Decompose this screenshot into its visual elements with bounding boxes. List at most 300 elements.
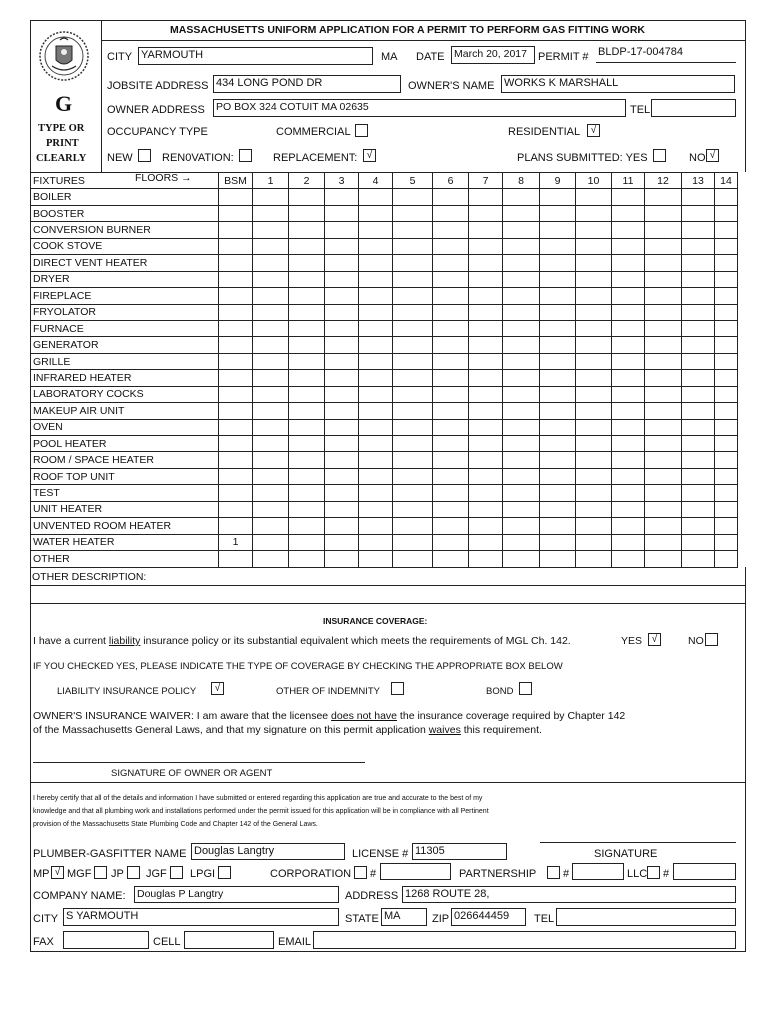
fixture-count-cell[interactable] — [576, 403, 612, 419]
fixture-count-cell[interactable] — [576, 468, 612, 484]
mgf-checkbox[interactable] — [94, 866, 107, 879]
fixture-count-cell[interactable] — [253, 419, 289, 435]
fixture-count-cell[interactable] — [645, 238, 682, 254]
fixture-count-cell[interactable]: 1 — [219, 534, 253, 550]
fixture-count-cell[interactable] — [469, 452, 503, 468]
fixture-count-cell[interactable] — [576, 222, 612, 238]
fixture-count-cell[interactable] — [359, 534, 393, 550]
fixture-count-cell[interactable] — [393, 436, 433, 452]
fixture-count-cell[interactable] — [469, 238, 503, 254]
fixture-count-cell[interactable] — [469, 386, 503, 402]
fixture-count-cell[interactable] — [612, 468, 645, 484]
fixture-count-cell[interactable] — [540, 468, 576, 484]
fixture-count-cell[interactable] — [253, 501, 289, 517]
fixture-count-cell[interactable] — [576, 205, 612, 221]
fixture-count-cell[interactable] — [359, 485, 393, 501]
fixture-count-cell[interactable] — [359, 436, 393, 452]
fixture-count-cell[interactable] — [325, 403, 359, 419]
fixture-count-cell[interactable] — [715, 370, 738, 386]
fixture-count-cell[interactable] — [645, 518, 682, 534]
fixture-count-cell[interactable] — [253, 551, 289, 567]
fixture-count-cell[interactable] — [289, 337, 325, 353]
fixture-count-cell[interactable] — [469, 353, 503, 369]
fixture-count-cell[interactable] — [325, 452, 359, 468]
fixture-count-cell[interactable] — [715, 320, 738, 336]
fixture-count-cell[interactable] — [393, 255, 433, 271]
fixture-count-cell[interactable] — [540, 255, 576, 271]
fixture-count-cell[interactable] — [219, 304, 253, 320]
fixture-count-cell[interactable] — [645, 551, 682, 567]
indemnity-checkbox[interactable] — [391, 682, 404, 695]
fixture-count-cell[interactable] — [645, 468, 682, 484]
fixture-count-cell[interactable] — [645, 353, 682, 369]
fixture-count-cell[interactable] — [253, 255, 289, 271]
fixture-count-cell[interactable] — [503, 436, 540, 452]
fixture-count-cell[interactable] — [576, 419, 612, 435]
fixture-count-cell[interactable] — [540, 534, 576, 550]
fixture-count-cell[interactable] — [253, 205, 289, 221]
fixture-count-cell[interactable] — [682, 518, 715, 534]
fixture-count-cell[interactable] — [645, 288, 682, 304]
fax-field[interactable] — [63, 931, 149, 949]
jp-checkbox[interactable] — [127, 866, 140, 879]
city-field[interactable]: YARMOUTH — [138, 47, 373, 65]
date-field[interactable]: March 20, 2017 — [451, 46, 535, 64]
fixture-count-cell[interactable] — [715, 189, 738, 205]
fixture-count-cell[interactable] — [645, 337, 682, 353]
fixture-count-cell[interactable] — [433, 551, 469, 567]
fixture-count-cell[interactable] — [393, 337, 433, 353]
fixture-count-cell[interactable] — [682, 386, 715, 402]
fixture-count-cell[interactable] — [289, 551, 325, 567]
fixture-count-cell[interactable] — [359, 337, 393, 353]
fixture-count-cell[interactable] — [540, 419, 576, 435]
fixture-count-cell[interactable] — [503, 222, 540, 238]
fixture-count-cell[interactable] — [645, 501, 682, 517]
fixture-count-cell[interactable] — [503, 386, 540, 402]
fixture-count-cell[interactable] — [612, 436, 645, 452]
fixture-count-cell[interactable] — [289, 468, 325, 484]
fixture-count-cell[interactable] — [612, 370, 645, 386]
fixture-count-cell[interactable] — [469, 255, 503, 271]
fixture-count-cell[interactable] — [253, 337, 289, 353]
fixture-count-cell[interactable] — [289, 518, 325, 534]
company-zip-field[interactable]: 026644459 — [451, 908, 526, 926]
fixture-count-cell[interactable] — [576, 518, 612, 534]
fixture-count-cell[interactable] — [393, 238, 433, 254]
fixture-count-cell[interactable] — [612, 551, 645, 567]
fixture-count-cell[interactable] — [289, 370, 325, 386]
fixture-count-cell[interactable] — [289, 386, 325, 402]
fixture-count-cell[interactable] — [289, 485, 325, 501]
other-description-field[interactable] — [30, 586, 746, 604]
fixture-count-cell[interactable] — [289, 353, 325, 369]
fixture-count-cell[interactable] — [433, 238, 469, 254]
fixture-count-cell[interactable] — [469, 189, 503, 205]
fixture-count-cell[interactable] — [289, 304, 325, 320]
fixture-count-cell[interactable] — [253, 452, 289, 468]
fixture-count-cell[interactable] — [325, 436, 359, 452]
fixture-count-cell[interactable] — [682, 452, 715, 468]
fixture-count-cell[interactable] — [682, 205, 715, 221]
fixture-count-cell[interactable] — [289, 403, 325, 419]
fixture-count-cell[interactable] — [576, 271, 612, 287]
fixture-count-cell[interactable] — [219, 353, 253, 369]
fixture-count-cell[interactable] — [645, 304, 682, 320]
fixture-count-cell[interactable] — [576, 551, 612, 567]
fixture-count-cell[interactable] — [503, 468, 540, 484]
fixture-count-cell[interactable] — [612, 271, 645, 287]
fixture-count-cell[interactable] — [359, 255, 393, 271]
fixture-count-cell[interactable] — [393, 222, 433, 238]
fixture-count-cell[interactable] — [393, 370, 433, 386]
liability-policy-checkbox[interactable]: √ — [211, 682, 224, 695]
fixture-count-cell[interactable] — [645, 205, 682, 221]
fixture-count-cell[interactable] — [540, 386, 576, 402]
fixture-count-cell[interactable] — [682, 436, 715, 452]
fixture-count-cell[interactable] — [540, 238, 576, 254]
fixture-count-cell[interactable] — [433, 271, 469, 287]
fixture-count-cell[interactable] — [325, 518, 359, 534]
plans-yes-checkbox[interactable] — [653, 149, 666, 162]
fixture-count-cell[interactable] — [219, 485, 253, 501]
fixture-count-cell[interactable] — [325, 288, 359, 304]
fixture-count-cell[interactable] — [289, 189, 325, 205]
fixture-count-cell[interactable] — [540, 518, 576, 534]
fixture-count-cell[interactable] — [469, 288, 503, 304]
fixture-count-cell[interactable] — [253, 370, 289, 386]
fixture-count-cell[interactable] — [715, 271, 738, 287]
fixture-count-cell[interactable] — [715, 222, 738, 238]
fixture-count-cell[interactable] — [503, 419, 540, 435]
fixture-count-cell[interactable] — [540, 370, 576, 386]
fixture-count-cell[interactable] — [219, 370, 253, 386]
renovation-checkbox[interactable] — [239, 149, 252, 162]
fixture-count-cell[interactable] — [645, 189, 682, 205]
fixture-count-cell[interactable] — [576, 238, 612, 254]
license-field[interactable]: 11305 — [412, 843, 507, 860]
fixture-count-cell[interactable] — [612, 288, 645, 304]
fixture-count-cell[interactable] — [469, 205, 503, 221]
fixture-count-cell[interactable] — [503, 304, 540, 320]
fixture-count-cell[interactable] — [540, 403, 576, 419]
fixture-count-cell[interactable] — [219, 551, 253, 567]
fixture-count-cell[interactable] — [433, 468, 469, 484]
fixture-count-cell[interactable] — [715, 485, 738, 501]
jobsite-field[interactable]: 434 LONG POND DR — [213, 75, 401, 93]
corporation-number-field[interactable] — [380, 863, 451, 880]
fixture-count-cell[interactable] — [219, 337, 253, 353]
fixture-count-cell[interactable] — [540, 501, 576, 517]
fixture-count-cell[interactable] — [433, 386, 469, 402]
fixture-count-cell[interactable] — [433, 353, 469, 369]
fixture-count-cell[interactable] — [469, 436, 503, 452]
fixture-count-cell[interactable] — [393, 205, 433, 221]
fixture-count-cell[interactable] — [359, 353, 393, 369]
fixture-count-cell[interactable] — [612, 419, 645, 435]
fixture-count-cell[interactable] — [503, 205, 540, 221]
fixture-count-cell[interactable] — [253, 534, 289, 550]
fixture-count-cell[interactable] — [433, 436, 469, 452]
fixture-count-cell[interactable] — [433, 501, 469, 517]
corporation-checkbox[interactable] — [354, 866, 367, 879]
fixture-count-cell[interactable] — [503, 518, 540, 534]
email-field[interactable] — [313, 931, 736, 949]
fixture-count-cell[interactable] — [433, 452, 469, 468]
fixture-count-cell[interactable] — [289, 452, 325, 468]
fixture-count-cell[interactable] — [393, 468, 433, 484]
fixture-count-cell[interactable] — [325, 271, 359, 287]
fixture-count-cell[interactable] — [612, 337, 645, 353]
fixture-count-cell[interactable] — [219, 320, 253, 336]
fixture-count-cell[interactable] — [325, 534, 359, 550]
fixture-count-cell[interactable] — [469, 370, 503, 386]
fixture-count-cell[interactable] — [253, 320, 289, 336]
fixture-count-cell[interactable] — [540, 436, 576, 452]
fixture-count-cell[interactable] — [645, 534, 682, 550]
fixture-count-cell[interactable] — [682, 534, 715, 550]
fixture-count-cell[interactable] — [540, 337, 576, 353]
fixture-count-cell[interactable] — [219, 452, 253, 468]
fixture-count-cell[interactable] — [612, 238, 645, 254]
fixture-count-cell[interactable] — [576, 320, 612, 336]
fixture-count-cell[interactable] — [359, 501, 393, 517]
fixture-count-cell[interactable] — [682, 337, 715, 353]
fixture-count-cell[interactable] — [682, 271, 715, 287]
fixture-count-cell[interactable] — [359, 304, 393, 320]
fixture-count-cell[interactable] — [469, 534, 503, 550]
fixture-count-cell[interactable] — [325, 304, 359, 320]
fixture-count-cell[interactable] — [576, 189, 612, 205]
fixture-count-cell[interactable] — [433, 403, 469, 419]
fixture-count-cell[interactable] — [645, 222, 682, 238]
residential-checkbox[interactable]: √ — [587, 124, 600, 137]
fixture-count-cell[interactable] — [219, 189, 253, 205]
fixture-count-cell[interactable] — [645, 370, 682, 386]
fixture-count-cell[interactable] — [645, 403, 682, 419]
fixture-count-cell[interactable] — [433, 288, 469, 304]
fixture-count-cell[interactable] — [645, 452, 682, 468]
fixture-count-cell[interactable] — [393, 485, 433, 501]
fixture-count-cell[interactable] — [715, 255, 738, 271]
fixture-count-cell[interactable] — [540, 452, 576, 468]
fixture-count-cell[interactable] — [325, 501, 359, 517]
company-city-field[interactable]: S YARMOUTH — [63, 908, 339, 926]
fixture-count-cell[interactable] — [715, 468, 738, 484]
lpgi-checkbox[interactable] — [218, 866, 231, 879]
fixture-count-cell[interactable] — [576, 452, 612, 468]
fixture-count-cell[interactable] — [393, 288, 433, 304]
fixture-count-cell[interactable] — [289, 534, 325, 550]
fixture-count-cell[interactable] — [289, 436, 325, 452]
fixture-count-cell[interactable] — [253, 271, 289, 287]
fixture-count-cell[interactable] — [469, 271, 503, 287]
fixture-count-cell[interactable] — [393, 386, 433, 402]
fixture-count-cell[interactable] — [715, 501, 738, 517]
owner-tel-field[interactable] — [651, 99, 736, 117]
fixture-count-cell[interactable] — [715, 205, 738, 221]
llc-checkbox[interactable] — [647, 866, 660, 879]
fixture-count-cell[interactable] — [433, 205, 469, 221]
fixture-count-cell[interactable] — [469, 551, 503, 567]
fixture-count-cell[interactable] — [645, 386, 682, 402]
fixture-count-cell[interactable] — [715, 403, 738, 419]
fixture-count-cell[interactable] — [359, 551, 393, 567]
fixture-count-cell[interactable] — [715, 534, 738, 550]
fixture-count-cell[interactable] — [612, 255, 645, 271]
owner-address-field[interactable]: PO BOX 324 COTUIT MA 02635 — [213, 99, 626, 117]
fixture-count-cell[interactable] — [469, 222, 503, 238]
fixture-count-cell[interactable] — [682, 222, 715, 238]
owner-name-field[interactable]: WORKS K MARSHALL — [501, 75, 735, 93]
fixture-count-cell[interactable] — [325, 386, 359, 402]
fixture-count-cell[interactable] — [433, 534, 469, 550]
fixture-count-cell[interactable] — [359, 189, 393, 205]
fixture-count-cell[interactable] — [576, 304, 612, 320]
fixture-count-cell[interactable] — [715, 238, 738, 254]
owner-signature-line[interactable] — [33, 762, 365, 763]
fixture-count-cell[interactable] — [325, 485, 359, 501]
fixture-count-cell[interactable] — [289, 222, 325, 238]
fixture-count-cell[interactable] — [682, 304, 715, 320]
fixture-count-cell[interactable] — [325, 222, 359, 238]
fixture-count-cell[interactable] — [289, 501, 325, 517]
fixture-count-cell[interactable] — [359, 419, 393, 435]
fixture-count-cell[interactable] — [682, 353, 715, 369]
fixture-count-cell[interactable] — [393, 551, 433, 567]
fixture-count-cell[interactable] — [612, 189, 645, 205]
fixture-count-cell[interactable] — [503, 534, 540, 550]
fixture-count-cell[interactable] — [393, 518, 433, 534]
fixture-count-cell[interactable] — [645, 255, 682, 271]
fixture-count-cell[interactable] — [393, 452, 433, 468]
fixture-count-cell[interactable] — [612, 353, 645, 369]
fixture-count-cell[interactable] — [253, 222, 289, 238]
fixture-count-cell[interactable] — [682, 238, 715, 254]
fixture-count-cell[interactable] — [503, 288, 540, 304]
fixture-count-cell[interactable] — [682, 320, 715, 336]
fixture-count-cell[interactable] — [393, 534, 433, 550]
fixture-count-cell[interactable] — [359, 288, 393, 304]
fixture-count-cell[interactable] — [359, 518, 393, 534]
fixture-count-cell[interactable] — [325, 238, 359, 254]
fixture-count-cell[interactable] — [503, 501, 540, 517]
fixture-count-cell[interactable] — [393, 419, 433, 435]
replacement-checkbox[interactable]: √ — [363, 149, 376, 162]
fixture-count-cell[interactable] — [219, 468, 253, 484]
fixture-count-cell[interactable] — [253, 403, 289, 419]
fixture-count-cell[interactable] — [289, 320, 325, 336]
fixture-count-cell[interactable] — [715, 436, 738, 452]
fixture-count-cell[interactable] — [325, 337, 359, 353]
company-state-field[interactable]: MA — [381, 908, 427, 926]
fixture-count-cell[interactable] — [682, 551, 715, 567]
fixture-count-cell[interactable] — [219, 419, 253, 435]
fixture-count-cell[interactable] — [715, 419, 738, 435]
plumber-name-field[interactable]: Douglas Langtry — [191, 843, 345, 860]
fixture-count-cell[interactable] — [540, 189, 576, 205]
fixture-count-cell[interactable] — [359, 386, 393, 402]
plumber-signature-line[interactable] — [540, 842, 736, 843]
fixture-count-cell[interactable] — [503, 189, 540, 205]
fixture-count-cell[interactable] — [359, 452, 393, 468]
fixture-count-cell[interactable] — [540, 222, 576, 238]
llc-number-field[interactable] — [673, 863, 736, 880]
fixture-count-cell[interactable] — [576, 337, 612, 353]
fixture-count-cell[interactable] — [393, 353, 433, 369]
fixture-count-cell[interactable] — [253, 386, 289, 402]
fixture-count-cell[interactable] — [612, 205, 645, 221]
fixture-count-cell[interactable] — [469, 304, 503, 320]
fixture-count-cell[interactable] — [503, 238, 540, 254]
fixture-count-cell[interactable] — [219, 403, 253, 419]
fixture-count-cell[interactable] — [612, 222, 645, 238]
fixture-count-cell[interactable] — [253, 518, 289, 534]
company-field[interactable]: Douglas P Langtry — [134, 886, 339, 903]
fixture-count-cell[interactable] — [540, 551, 576, 567]
fixture-count-cell[interactable] — [253, 288, 289, 304]
fixture-count-cell[interactable] — [359, 222, 393, 238]
fixture-count-cell[interactable] — [433, 320, 469, 336]
fixture-count-cell[interactable] — [682, 255, 715, 271]
fixture-count-cell[interactable] — [253, 189, 289, 205]
fixture-count-cell[interactable] — [576, 370, 612, 386]
fixture-count-cell[interactable] — [325, 468, 359, 484]
fixture-count-cell[interactable] — [503, 485, 540, 501]
fixture-count-cell[interactable] — [219, 238, 253, 254]
fixture-count-cell[interactable] — [576, 353, 612, 369]
fixture-count-cell[interactable] — [715, 551, 738, 567]
fixture-count-cell[interactable] — [715, 452, 738, 468]
fixture-count-cell[interactable] — [612, 534, 645, 550]
fixture-count-cell[interactable] — [219, 501, 253, 517]
fixture-count-cell[interactable] — [359, 403, 393, 419]
fixture-count-cell[interactable] — [645, 271, 682, 287]
fixture-count-cell[interactable] — [359, 238, 393, 254]
fixture-count-cell[interactable] — [289, 255, 325, 271]
fixture-count-cell[interactable] — [289, 288, 325, 304]
fixture-count-cell[interactable] — [253, 353, 289, 369]
fixture-count-cell[interactable] — [612, 518, 645, 534]
fixture-count-cell[interactable] — [612, 403, 645, 419]
plans-no-checkbox[interactable]: √ — [706, 149, 719, 162]
fixture-count-cell[interactable] — [359, 271, 393, 287]
fixture-count-cell[interactable] — [219, 271, 253, 287]
fixture-count-cell[interactable] — [715, 337, 738, 353]
fixture-count-cell[interactable] — [540, 320, 576, 336]
fixture-count-cell[interactable] — [576, 386, 612, 402]
fixture-count-cell[interactable] — [576, 255, 612, 271]
fixture-count-cell[interactable] — [469, 501, 503, 517]
fixture-count-cell[interactable] — [540, 353, 576, 369]
fixture-count-cell[interactable] — [612, 304, 645, 320]
fixture-count-cell[interactable] — [503, 403, 540, 419]
fixture-count-cell[interactable] — [503, 452, 540, 468]
fixture-count-cell[interactable] — [253, 304, 289, 320]
fixture-count-cell[interactable] — [682, 370, 715, 386]
fixture-count-cell[interactable] — [645, 436, 682, 452]
fixture-count-cell[interactable] — [469, 518, 503, 534]
fixture-count-cell[interactable] — [219, 222, 253, 238]
fixture-count-cell[interactable] — [289, 419, 325, 435]
fixture-count-cell[interactable] — [576, 534, 612, 550]
fixture-count-cell[interactable] — [612, 320, 645, 336]
fixture-count-cell[interactable] — [576, 436, 612, 452]
fixture-count-cell[interactable] — [612, 452, 645, 468]
fixture-count-cell[interactable] — [612, 485, 645, 501]
fixture-count-cell[interactable] — [682, 468, 715, 484]
commercial-checkbox[interactable] — [355, 124, 368, 137]
